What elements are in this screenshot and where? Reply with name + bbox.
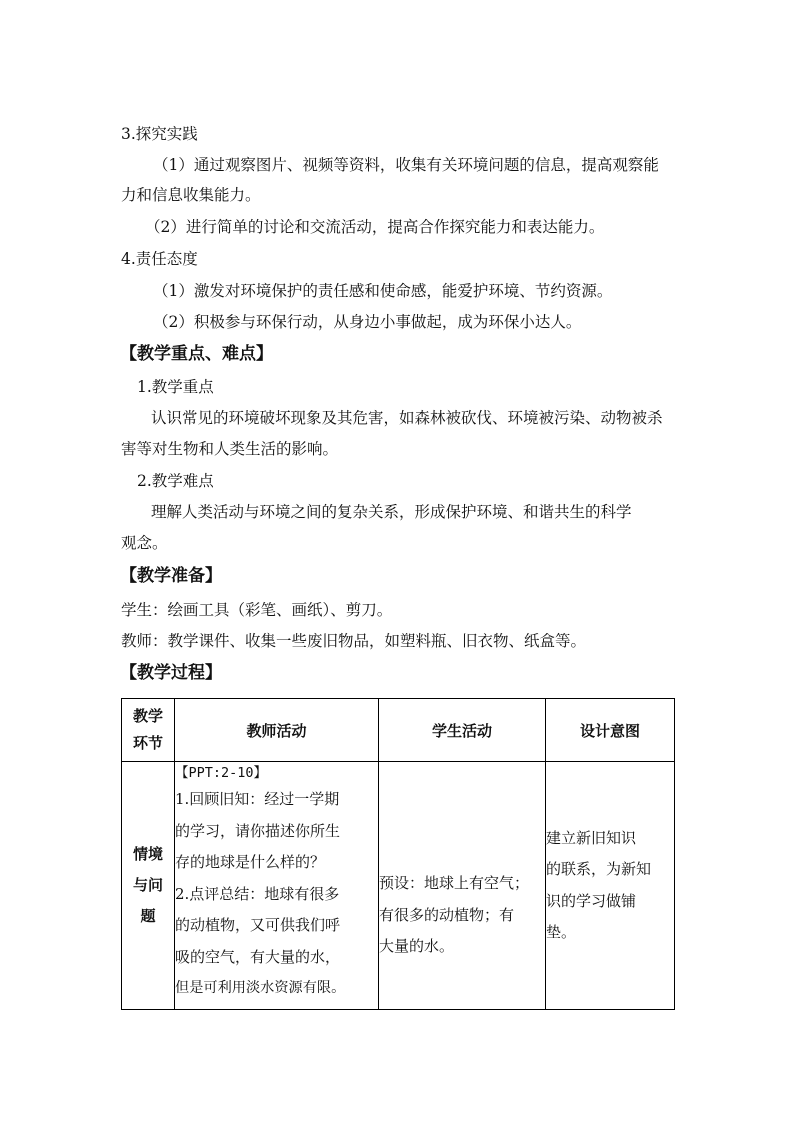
design-intent-cell [546, 762, 675, 1010]
stage-line2: 与问 [132, 876, 163, 894]
difficulty-title: 2.教学难点 [137, 472, 214, 490]
preparation-teacher: 教师：教学课件、收集一些废旧物品，如塑料瓶、旧衣物、纸盒等。 [121, 632, 587, 650]
student-line1: 预设：地球上有空气； [379, 874, 530, 893]
header-student-activity: 学生活动 [379, 699, 546, 762]
teacher-line2: 的学习，请你描述你所生 [175, 821, 341, 840]
teacher-line1: 1.回顾旧知：经过一学期 [175, 790, 340, 808]
teacher-line5: 的动植物，又可供我们呼 [175, 916, 341, 934]
intent-line3: 识的学习做铺 [546, 891, 637, 910]
key-points-heading: 【教学重点、难点】 [120, 344, 273, 364]
practice-item2: （2）进行简单的讨论和交流活动，提高合作探究能力和表达能力。 [145, 218, 605, 236]
teacher-line7: 但是可利用淡水资源有限。 [175, 980, 346, 996]
teacher-line6: 吸的空气，有大量的水， [175, 947, 341, 966]
focus-title: 1.教学重点 [137, 378, 214, 396]
header-stage [122, 699, 175, 762]
student-line3: 大量的水。 [379, 937, 455, 956]
stage-line3: 题 [140, 907, 156, 925]
ppt-reference: 【PPT:2-10】 [175, 765, 268, 781]
teacher-activity-cell [175, 762, 379, 1010]
practice-title: 3.探究实践 [121, 125, 198, 143]
focus-line1: 认识常见的环境破坏现象及其危害，如森林被砍伐、环境被污染、动物被杀 [151, 409, 663, 427]
attitude-title: 4.责任态度 [121, 250, 198, 268]
teacher-line4: 2.点评总结：地球有很多 [175, 884, 340, 903]
header-teacher-activity: 教师活动 [175, 699, 379, 762]
intent-line2: 的联系，为新知 [546, 860, 652, 878]
intent-line4: 垫。 [546, 923, 577, 941]
difficulty-line1: 理解人类活动与环境之间的复杂关系，形成保护环境、和谐共生的科学 [151, 503, 632, 521]
preparation-heading: 【教学准备】 [120, 566, 222, 586]
difficulty-line2: 观念。 [121, 534, 168, 552]
focus-line2: 害等对生物和人类生活的影响。 [121, 440, 339, 458]
intent-line1: 建立新旧知识 [546, 828, 637, 847]
header-stage-line2: 环节 [132, 734, 163, 752]
practice-item1-line1: （1）通过观察图片、视频等资料，收集有关环境问题的信息，提高观察能 [153, 156, 659, 174]
attitude-item1: （1）激发对环境保护的责任感和使命感，能爱护环境、节约资源。 [153, 282, 613, 300]
header-design-intent: 设计意图 [546, 699, 675, 762]
student-line2: 有很多的动植物；有 [379, 905, 515, 924]
header-stage-line1: 教学 [132, 707, 163, 725]
teacher-line3: 存的地球是什么样的？ [175, 853, 326, 871]
stage-cell [122, 762, 175, 1010]
table-row [122, 762, 675, 1010]
preparation-student: 学生：绘画工具（彩笔、画纸）、剪刀。 [121, 601, 393, 619]
process-table [121, 698, 675, 1010]
attitude-item2: （2）积极参与环保行动，从身边小事做起，成为环保小达人。 [153, 313, 582, 331]
stage-line1: 情境 [132, 845, 163, 863]
process-heading: 【教学过程】 [120, 663, 222, 683]
practice-item1-line2: 力和信息收集能力。 [121, 186, 261, 204]
student-activity-cell [379, 762, 546, 1010]
table-header-row [122, 699, 675, 762]
